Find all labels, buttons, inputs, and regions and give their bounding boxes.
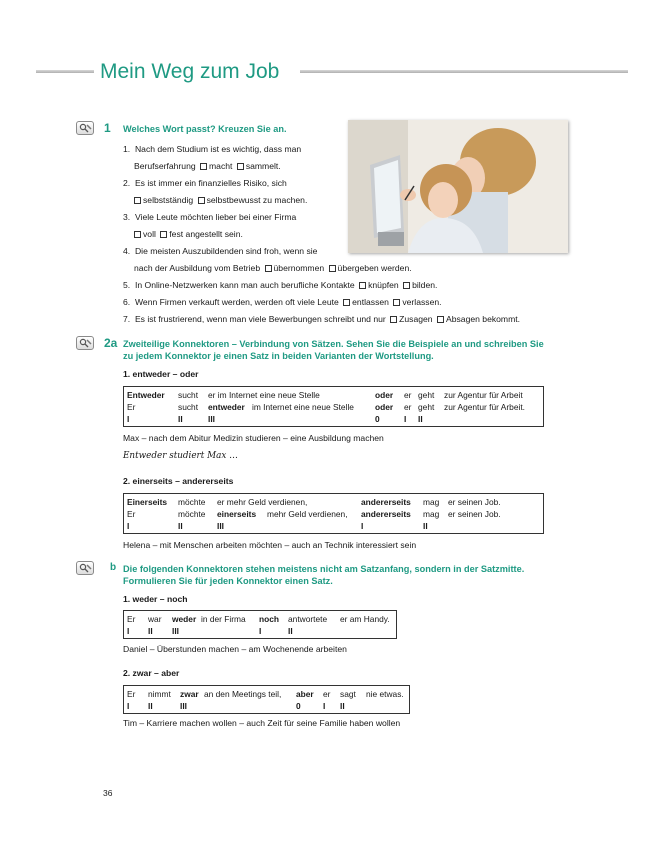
table-cell: andererseits bbox=[361, 509, 411, 519]
table-cell: möchte bbox=[178, 509, 206, 519]
checkbox[interactable] bbox=[237, 163, 244, 170]
table-cell: weder bbox=[172, 614, 197, 624]
checkbox[interactable] bbox=[134, 231, 141, 238]
table-cell: mag bbox=[423, 509, 440, 519]
table-cell: geht bbox=[418, 390, 435, 400]
table-cell: er am Handy. bbox=[340, 614, 390, 624]
task-prompt: Max – nach dem Abitur Medizin studieren – eine Ausbildung machen bbox=[123, 433, 384, 443]
table-cell: I bbox=[259, 626, 262, 636]
ex1-item-3 bbox=[123, 212, 296, 223]
table-cell: II bbox=[288, 626, 293, 636]
checkbox[interactable] bbox=[437, 316, 444, 323]
checkbox[interactable] bbox=[200, 163, 207, 170]
table-cell: war bbox=[148, 614, 162, 624]
ex1-item-6 bbox=[123, 297, 442, 308]
item-text: Es ist immer ein finanzielles Risiko, sich bbox=[134, 178, 287, 188]
table-cell: aber bbox=[296, 689, 314, 699]
item-number: 4. bbox=[123, 246, 131, 256]
table-cell: I bbox=[127, 626, 130, 636]
item-text: nach der Ausbildung vom Betrieb bbox=[134, 263, 261, 273]
word-order-table bbox=[123, 610, 397, 639]
item-text: Es ist frustrierend, wenn man viele Bewerbungen schreibt und nur bbox=[134, 314, 386, 324]
word-order-table bbox=[123, 685, 410, 714]
table-cell: oder bbox=[375, 390, 394, 400]
ex1-item-4 bbox=[123, 246, 317, 257]
table-cell: er bbox=[404, 402, 412, 412]
table-cell: er im Internet eine neue Stelle bbox=[208, 390, 320, 400]
ex1-item-5 bbox=[123, 280, 437, 291]
table-cell: III bbox=[217, 521, 224, 531]
option-label: Absagen bekommt. bbox=[445, 314, 521, 324]
table-cell: noch bbox=[259, 614, 280, 624]
table-cell: andererseits bbox=[361, 497, 411, 507]
table-cell: Er bbox=[127, 402, 136, 412]
table-cell: II bbox=[340, 701, 345, 711]
exercise-heading-line-1: Die folgenden Konnektoren stehen meistens nicht am Satzanfang, sondern in der Satzmitte. bbox=[123, 564, 525, 574]
table-cell: III bbox=[180, 701, 187, 711]
table-cell: oder bbox=[375, 402, 394, 412]
part-label: 1. weder – noch bbox=[123, 594, 188, 604]
ex1-item-4-options bbox=[134, 263, 412, 274]
exercise-letter: b bbox=[110, 562, 117, 573]
table-cell: III bbox=[208, 414, 215, 424]
exercise-heading-line-2: Formulieren Sie für jeden Konnektor einen Satz. bbox=[123, 576, 333, 586]
ex1-item-2 bbox=[123, 178, 287, 189]
table-cell: einerseits bbox=[217, 509, 257, 519]
table-cell: I bbox=[127, 414, 130, 424]
word-order-table bbox=[123, 386, 544, 427]
part-label: 1. entweder – oder bbox=[123, 369, 199, 379]
ex1-item-1 bbox=[123, 144, 301, 155]
checkbox[interactable] bbox=[329, 265, 336, 272]
table-cell: Entweder bbox=[127, 390, 165, 400]
table-cell: II bbox=[148, 626, 153, 636]
table-cell: zwar bbox=[180, 689, 199, 699]
checkbox[interactable] bbox=[403, 282, 410, 289]
table-cell: im Internet eine neue Stelle bbox=[252, 402, 354, 412]
checkbox[interactable] bbox=[198, 197, 205, 204]
table-cell: er bbox=[404, 390, 412, 400]
table-cell: zur Agentur für Arbeit bbox=[444, 390, 523, 400]
table-cell: I bbox=[361, 521, 364, 531]
part-label: 2. einerseits – andererseits bbox=[123, 476, 234, 486]
checkbox[interactable] bbox=[390, 316, 397, 323]
table-cell: II bbox=[148, 701, 153, 711]
checkbox[interactable] bbox=[160, 231, 167, 238]
exercise-heading-line-1: Zweiteilige Konnektoren – Verbindung von Sätzen. Sehen Sie die Beispiele an und schreiben Sie bbox=[123, 339, 544, 349]
title-rule-left bbox=[36, 70, 94, 73]
table-cell: mehr Geld verdienen, bbox=[267, 509, 348, 519]
item-number: 5. bbox=[123, 280, 131, 290]
magnifier-pencil-icon bbox=[76, 121, 94, 135]
item-text: Berufserfahrung bbox=[134, 161, 196, 171]
option-label: entlassen bbox=[352, 297, 389, 307]
task-prompt: Tim – Karriere machen wollen – auch Zeit für seine Familie haben wollen bbox=[123, 718, 401, 728]
option-label: Zusagen bbox=[399, 314, 433, 324]
item-text: Wenn Firmen verkauft werden, werden oft viele Leute bbox=[134, 297, 339, 307]
checkbox[interactable] bbox=[265, 265, 272, 272]
checkbox[interactable] bbox=[134, 197, 141, 204]
table-cell: er bbox=[323, 689, 331, 699]
magnifier-pencil-icon bbox=[76, 561, 94, 575]
part-label: 2. zwar – aber bbox=[123, 668, 180, 678]
table-cell: in der Firma bbox=[201, 614, 246, 624]
table-cell: III bbox=[172, 626, 179, 636]
table-cell: nimmt bbox=[148, 689, 171, 699]
table-cell: entweder bbox=[208, 402, 245, 412]
table-cell: II bbox=[178, 521, 183, 531]
magnifier-pencil-icon bbox=[76, 336, 94, 350]
table-cell: Er bbox=[127, 614, 136, 624]
option-label: fest angestellt sein. bbox=[169, 229, 243, 239]
item-number: 1. bbox=[123, 144, 131, 154]
table-cell: II bbox=[418, 414, 423, 424]
ex1-item-3-options bbox=[132, 229, 243, 240]
table-cell: er mehr Geld verdienen, bbox=[217, 497, 308, 507]
table-cell: II bbox=[423, 521, 428, 531]
exercise-number: 1 bbox=[104, 121, 111, 135]
table-cell: Einerseits bbox=[127, 497, 168, 507]
page-title: Mein Weg zum Job bbox=[100, 60, 280, 83]
table-cell: I bbox=[404, 414, 407, 424]
option-label: voll bbox=[143, 229, 156, 239]
option-label: bilden. bbox=[412, 280, 438, 290]
ex1-item-7 bbox=[123, 314, 520, 325]
task-prompt: Daniel – Überstunden machen – am Wochenende arbeiten bbox=[123, 644, 347, 654]
item-text: In Online-Netzwerken kann man auch berufliche Kontakte bbox=[134, 280, 355, 290]
item-number: 6. bbox=[123, 297, 131, 307]
option-label: übernommen bbox=[273, 263, 325, 273]
table-cell: er seinen Job. bbox=[448, 509, 501, 519]
table-cell: möchte bbox=[178, 497, 206, 507]
table-cell: Er bbox=[127, 689, 136, 699]
table-cell: I bbox=[127, 701, 130, 711]
option-label: knüpfen bbox=[368, 280, 399, 290]
item-text: Die meisten Auszubildenden sind froh, wenn sie bbox=[134, 246, 318, 256]
table-cell: sagt bbox=[340, 689, 356, 699]
ex1-item-1-options bbox=[134, 161, 281, 172]
checkbox[interactable] bbox=[343, 299, 350, 306]
table-cell: an den Meetings teil, bbox=[204, 689, 282, 699]
option-label: selbstständig bbox=[143, 195, 194, 205]
option-label: sammelt. bbox=[245, 161, 281, 171]
option-label: übergeben werden. bbox=[337, 263, 412, 273]
item-text: Nach dem Studium ist es wichtig, dass man bbox=[134, 144, 302, 154]
item-number: 2. bbox=[123, 178, 131, 188]
item-number: 3. bbox=[123, 212, 131, 222]
table-cell: mag bbox=[423, 497, 440, 507]
example-answer: Entweder studiert Max … bbox=[123, 451, 238, 461]
table-cell: er seinen Job. bbox=[448, 497, 501, 507]
checkbox[interactable] bbox=[359, 282, 366, 289]
page-number: 36 bbox=[103, 788, 113, 798]
table-cell: I bbox=[127, 521, 130, 531]
ex1-item-2-options bbox=[132, 195, 307, 206]
item-number: 7. bbox=[123, 314, 131, 324]
table-cell: 0 bbox=[375, 414, 380, 424]
table-cell: I bbox=[323, 701, 326, 711]
task-prompt: Helena – mit Menschen arbeiten möchten – auch an Technik interessiert sein bbox=[123, 540, 417, 550]
table-cell: geht bbox=[418, 402, 435, 412]
office-photo bbox=[348, 120, 568, 253]
table-cell: antwortete bbox=[288, 614, 328, 624]
table-cell: sucht bbox=[178, 402, 199, 412]
word-order-table bbox=[123, 493, 544, 534]
table-cell: nie etwas. bbox=[366, 689, 404, 699]
table-cell: II bbox=[178, 414, 183, 424]
table-cell: sucht bbox=[178, 390, 199, 400]
exercise-number: 2a bbox=[104, 336, 118, 350]
title-rule-right bbox=[300, 70, 628, 73]
option-label: selbstbewusst zu machen. bbox=[206, 195, 308, 205]
table-cell: 0 bbox=[296, 701, 301, 711]
option-label: verlassen. bbox=[402, 297, 442, 307]
exercise-heading-line-2: zu jedem Konnektor je einen Satz in beiden Varianten der Wortstellung. bbox=[123, 351, 434, 361]
table-cell: Er bbox=[127, 509, 136, 519]
checkbox[interactable] bbox=[393, 299, 400, 306]
table-cell: zur Agentur für Arbeit. bbox=[444, 402, 526, 412]
exercise-heading: Welches Wort passt? Kreuzen Sie an. bbox=[123, 124, 287, 134]
option-label: macht bbox=[209, 161, 233, 171]
item-text: Viele Leute möchten lieber bei einer Firma bbox=[134, 212, 297, 222]
